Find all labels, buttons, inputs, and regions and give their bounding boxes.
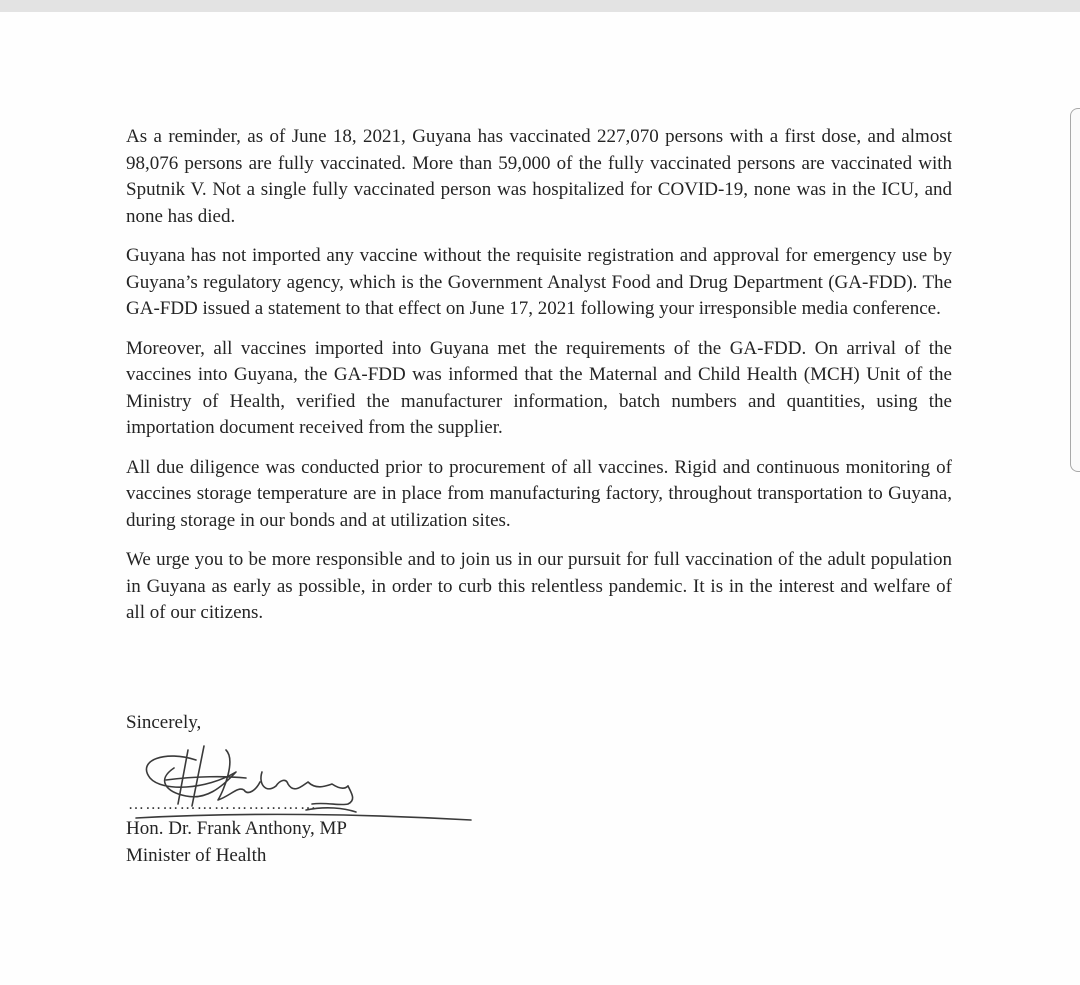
paragraph-due-diligence: All due diligence was conducted prior to procurement of all vaccines. Rigid and continuous monitoring of vaccines storage temperature are in place from manufacturing factory, throughout transportation to Guyana, during storage in our bonds and at utilization sites. (126, 456, 952, 531)
signature-line: …………………………… (128, 796, 318, 813)
page-edge-mark (1070, 108, 1080, 472)
closing-salutation: Sincerely, (126, 712, 202, 733)
signer-name: Hon. Dr. Frank Anthony, MP (126, 818, 347, 839)
signer-title: Minister of Health (126, 844, 267, 866)
letter-body (126, 124, 952, 640)
paragraph-requirements: Moreover, all vaccines imported into Guyana met the requirements of the GA-FDD. On arrival of the vaccines into Guyana, the GA-FDD was informed that the Maternal and Child Health (MCH) Unit of the Ministry of Health, verified the manufacturer information, batch numbers and quantities, using the importation document received from the supplier. (126, 337, 952, 438)
paragraph-urge: We urge you to be more responsible and to join us in our pursuit for full vaccination of the adult population in Guyana as early as possible, in order to curb this relentless pandemic. It is in the interest and welfare of all of our citizens. (126, 549, 952, 623)
paragraph-vaccination-stats: As a reminder, as of June 18, 2021, Guyana has vaccinated 227,070 persons with a first dose, and almost 98,076 persons are fully vaccinated. More than 59,000 of the fully vaccinated persons are vaccinated with Sputnik V. Not a single fully vaccinated person was hospitalized for COVID-19, none was in the ICU, and none has died. (126, 126, 952, 227)
paragraph-registration: Guyana has not imported any vaccine without the requisite registration and approval for emergency use by Guyana’s regulatory agency, which is the Government Analyst Food and Drug Department (GA-FDD). The GA-FDD issued a statement to that effect on June 17, 2021 following your irresponsible media conference. (126, 245, 952, 319)
scan-top-edge (0, 0, 1080, 12)
signer-block (126, 816, 347, 869)
